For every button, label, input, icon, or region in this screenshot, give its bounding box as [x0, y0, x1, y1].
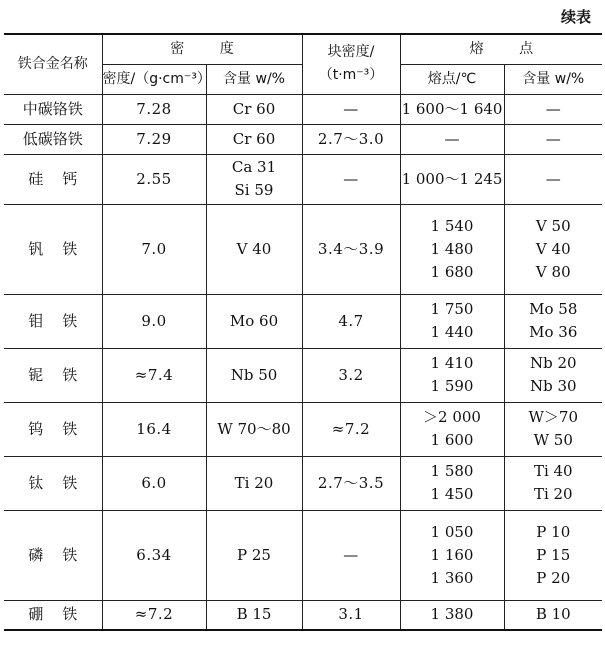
cell-mp-line: —	[444, 129, 460, 148]
cell-mp-line: 1 600～1 640	[401, 99, 503, 118]
cell-mpc-line: V 40	[535, 239, 571, 258]
cell-mp-line: 1 600	[430, 431, 474, 449]
header-density-unit: 密度/（g·cm⁻³）	[102, 64, 206, 94]
cell-mpc-line: Mo 36	[529, 323, 578, 341]
table-row	[4, 94, 602, 124]
cell-mpc	[504, 124, 602, 154]
cell-content-line: Si 59	[234, 181, 274, 199]
table-row	[4, 348, 602, 402]
table-row	[4, 402, 602, 456]
cell-content-line: Cr 60	[232, 129, 276, 148]
cell-mp-line: 1 480	[430, 239, 474, 258]
cell-mpc-line: V 50	[535, 216, 571, 235]
header-melting-point: 熔点/℃	[400, 64, 504, 94]
cell-density: 7.29	[102, 124, 206, 154]
cell-name: 硅 钙	[4, 154, 102, 204]
cell-mpc-line: Mo 58	[529, 300, 578, 318]
cell-mpc-line: Ti 20	[533, 485, 573, 503]
cell-name: 低碳铬铁	[4, 124, 102, 154]
cell-mpc	[504, 402, 602, 456]
cell-mp-line: 1 160	[430, 545, 474, 564]
table-row	[4, 600, 602, 630]
cell-name: 钼 铁	[4, 294, 102, 348]
cell-content-line: Cr 60	[232, 99, 276, 118]
header-bulk-density-line1: 块密度/	[327, 44, 375, 61]
cell-content-line: P 25	[237, 545, 271, 564]
cell-bulk: 2.7～3.5	[302, 456, 400, 510]
cell-mp-line: 1 360	[430, 568, 474, 587]
cell-mpc	[504, 204, 602, 294]
cell-mp-line: 1 380	[430, 605, 474, 624]
cell-mp	[400, 600, 504, 630]
cell-name: 中碳铬铁	[4, 94, 102, 124]
cell-mp	[400, 510, 504, 600]
cell-content	[206, 402, 302, 456]
cell-mpc-line: Nb 20	[529, 354, 577, 372]
cell-mpc-line: W 50	[533, 431, 573, 449]
cell-bulk: 4.7	[302, 294, 400, 348]
header-bulk-density-line2: （t·m⁻³）	[318, 67, 384, 84]
cell-mp-line: 1 050	[430, 522, 474, 541]
cell-bulk: —	[302, 94, 400, 124]
cell-mp-line: 1 680	[430, 262, 474, 281]
cell-name: 磷 铁	[4, 510, 102, 600]
cell-mpc-line: P 20	[536, 568, 571, 587]
cell-mpc-line: —	[545, 169, 561, 188]
cell-density: 16.4	[102, 402, 206, 456]
cell-mp	[400, 348, 504, 402]
cell-density: 6.34	[102, 510, 206, 600]
cell-content-line: Nb 50	[230, 365, 278, 384]
cell-mpc-line: P 15	[536, 545, 571, 564]
table-row	[4, 124, 602, 154]
header-melting-group: 熔 点	[400, 34, 602, 64]
header-density-group: 密 度	[102, 34, 302, 64]
cell-mpc-line: Nb 30	[529, 377, 577, 395]
header-melting-content: 含量 w/%	[504, 64, 602, 94]
cell-mpc-line: P 10	[536, 522, 571, 541]
cell-name: 钨 铁	[4, 402, 102, 456]
cell-content	[206, 600, 302, 630]
cell-name: 铌 铁	[4, 348, 102, 402]
cell-mp	[400, 124, 504, 154]
cell-density: 2.55	[102, 154, 206, 204]
cell-content	[206, 348, 302, 402]
cell-content-line: Ca 31	[231, 158, 277, 176]
cell-density: 6.0	[102, 456, 206, 510]
cell-bulk: —	[302, 154, 400, 204]
cell-mpc	[504, 510, 602, 600]
table-row	[4, 154, 602, 204]
cell-mpc	[504, 94, 602, 124]
cell-name: 钛 铁	[4, 456, 102, 510]
cell-mpc	[504, 456, 602, 510]
cell-bulk: ≈7.2	[302, 402, 400, 456]
cell-mp-line: ＞2 000	[423, 408, 481, 426]
header-alloy-name: 铁合金名称	[4, 34, 102, 94]
cell-mp-line: 1 540	[430, 216, 474, 235]
header-bulk-density	[302, 34, 400, 94]
cell-density: ≈7.4	[102, 348, 206, 402]
cell-density: 7.0	[102, 204, 206, 294]
cell-mp-line: 1 750	[430, 300, 474, 318]
cell-density: 7.28	[102, 94, 206, 124]
cell-mp	[400, 456, 504, 510]
table-row	[4, 456, 602, 510]
cell-mpc-line: V 80	[535, 262, 571, 281]
cell-bulk: 3.2	[302, 348, 400, 402]
cell-mpc-line: —	[545, 129, 561, 148]
cell-bulk: 3.4～3.9	[302, 204, 400, 294]
cell-content-line: Mo 60	[229, 311, 279, 330]
cell-mpc-line: W＞70	[528, 408, 579, 426]
table-row	[4, 294, 602, 348]
cell-mpc-line: Ti 40	[533, 462, 573, 480]
cell-density: 9.0	[102, 294, 206, 348]
table-continued-caption: 续表	[560, 8, 591, 26]
cell-mp-line: 1 450	[430, 485, 474, 503]
table-row	[4, 510, 602, 600]
cell-density: ≈7.2	[102, 600, 206, 630]
cell-mp-line: 1 410	[430, 354, 474, 372]
cell-content	[206, 204, 302, 294]
header-content-w: 含量 w/%	[206, 64, 302, 94]
cell-mpc	[504, 348, 602, 402]
cell-mp	[400, 94, 504, 124]
cell-mp-line: 1 000～1 245	[401, 169, 503, 188]
cell-bulk: 3.1	[302, 600, 400, 630]
cell-content	[206, 510, 302, 600]
cell-mpc	[504, 154, 602, 204]
cell-content-line: B 15	[236, 605, 272, 624]
table-body	[4, 94, 602, 630]
cell-mp	[400, 402, 504, 456]
cell-mp	[400, 294, 504, 348]
cell-name: 硼 铁	[4, 600, 102, 630]
cell-mpc-line: B 10	[535, 605, 571, 624]
table-row	[4, 204, 602, 294]
cell-mp	[400, 204, 504, 294]
cell-name: 钒 铁	[4, 204, 102, 294]
cell-bulk: 2.7～3.0	[302, 124, 400, 154]
ferroalloy-properties-table	[4, 33, 602, 631]
cell-content-line: V 40	[236, 239, 272, 258]
cell-mpc-line: —	[545, 99, 561, 118]
cell-mp-line: 1 580	[430, 462, 474, 480]
cell-mp	[400, 154, 504, 204]
cell-content	[206, 124, 302, 154]
cell-content	[206, 456, 302, 510]
cell-content	[206, 94, 302, 124]
cell-content	[206, 154, 302, 204]
cell-content	[206, 294, 302, 348]
cell-mpc	[504, 600, 602, 630]
cell-bulk: —	[302, 510, 400, 600]
cell-mp-line: 1 590	[430, 377, 474, 395]
cell-content-line: W 70～80	[217, 419, 291, 438]
cell-mpc	[504, 294, 602, 348]
cell-mp-line: 1 440	[430, 323, 474, 341]
cell-content-line: Ti 20	[234, 473, 274, 492]
